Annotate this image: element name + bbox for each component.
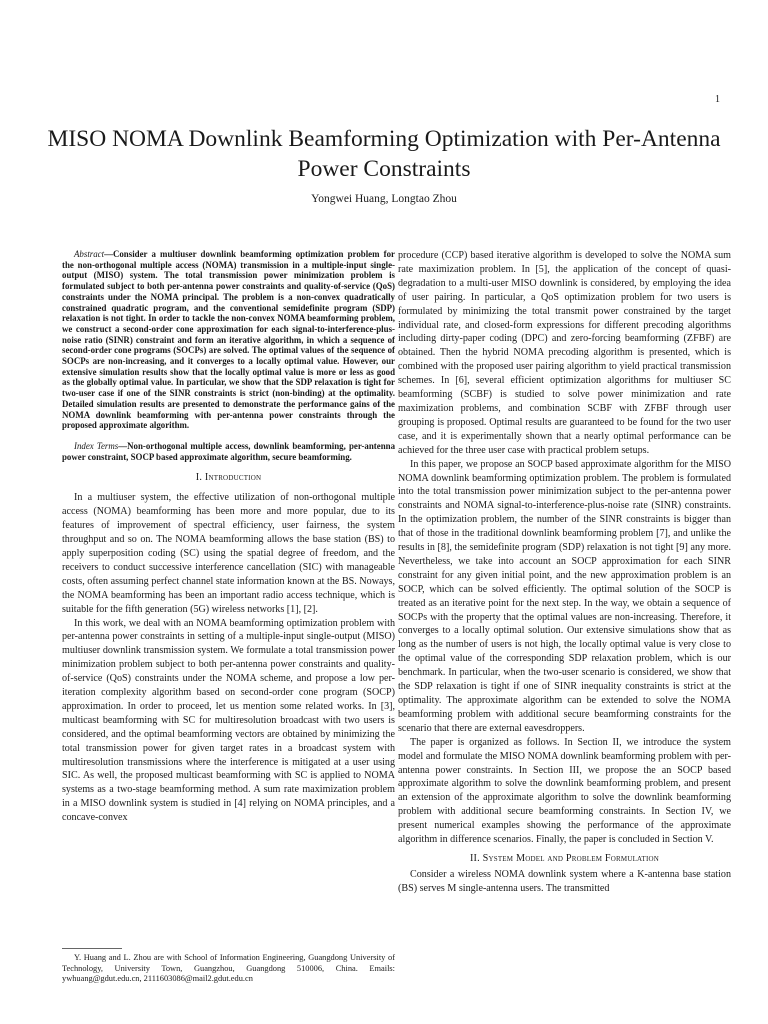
body-paragraph: procedure (CCP) based iterative algorithm is developed to solve the NOMA sum rate maximization problem. In [5], the application of the concept of quasi-degradation to a multi-user MISO downlink is considered, by employing the idea of user pairing. In particular, a QoS optimization problem for two users is formulated by minimizing the total transmit power constrained by the target individual rate, and closed-form expressions for different precoding algorithms including dirty-paper coding (DPC) and zero-forcing beamforming (ZFBF) are obtained. Then the hybrid NOMA precoding algorithm is presented, which is combined with the proposed user pairing algorithm to yield practical transmission schemes. In [6], several efficient optimization algorithms for multiuser SC beamforming (SCBF) is studied to solve power minimization and rate maximization problems, and combination SCBF with ZFBF through user grouping is proposed. Optimal results are guaranteed to be found for the two user case, and it is experimentally shown that a nearly optimal performance can be achieved for the three user case with practical problem setups. bbox=[398, 250, 731, 456]
abstract bbox=[62, 249, 395, 431]
body-paragraph: Consider a wireless NOMA downlink system where a K-antenna base station (BS) serves M single-antenna users. The transmitted bbox=[398, 868, 731, 894]
body-paragraph: The paper is organized as follows. In Section II, we introduce the system model and formulate the MISO NOMA downlink beamforming problem with per-antenna power constraints. In Section III, we propose the an SOCP based approximate algorithm to solve the downlink beamforming problem, and present an extension of the approximate algorithm to solve the downlink beamforming problem with additional secure beamforming constraints. In Section IV, we present numerical examples showing the performance of the approximate algorithm in difference scenarios. Finally, the paper is concluded in Section V. bbox=[398, 736, 731, 846]
abstract-text: —Consider a multiuser downlink beamforming optimization problem for the non-orthogonal multiple access (NOMA) transmission in a multiple-input single-output (MISO) system. The total transmission power minimization problem is formulated subject to both per-antenna power constraints and quality-of-service (QoS) constraints under the NOMA principal. The problem is a non-convex quadratically constrained quadratic program, and the conventional semidefinite program (SDP) relaxation is not tight. In order to tackle the non-convex NOMA beamforming problem, we construct a second-order cone approximation for each signal-to-interference-plus-noise ratio (SINR) constraint and form an iterative algorithm, in which a sequence of second-order cone programs (SOCPs) are solved. The optimal values of the sequence of SOCPs are non-increasing, and it converges to a locally optimal value. However, our extensive simulation results show that the locally optimal value is more or less as good as the globally optimal value. In particular, we show that the SDP relaxation is tight for two-user case if one of the SINR constraints is strict (non-binding) at the optimality. Detailed simulation results are presented to demonstrate the performance gains of the NOMA downlink beamforming with per-antenna power constraints through the proposed approximate algorithm. bbox=[62, 249, 395, 431]
body-paragraph: In this paper, we propose an SOCP based approximate algorithm for the MISO NOMA downlink beamforming optimization problem. The problem is formulated into the total transmission power minimization subject to the per-antenna power constraints and NOMA signal-to-interference-plus-noise rate (SINR) constraints. In the optimization problem, the number of the SINR constraints is bigger than that of those in the traditional downlink beamforming problem [7], and unlike the results in [8], the semidefinite program (SDP) relaxation is not tight [9] any more. Nevertheless, we take into account an SOCP approximation for each SINR constraint for any given initial point, and the new approximation problem is an SOCP, which can be solved efficiently. The optimal solution of the SOCP is treated as an iterative point for the next step. In the way, we obtain a sequence of SOCPs with the property that the optimal values are non-increasing. Therefore, it converges to a locally optimal solution. Our extensive simulations show that as long as the number of users is not high, the locally optimal value is very close to the optimal value of the corresponding SDP relaxation problem, which is our benchmark. In particular, when the two-user scenario is considered, we show that the SDP relaxation is tight if one of SINR inequality constraints is strict at the optimality. The approximate algorithm can be extended to solve the NOMA beamforming problem with additional secure beamforming constraints for the scenario that there are external eavesdroppers. bbox=[398, 458, 731, 734]
paper-authors: Yongwei Huang, Longtao Zhou bbox=[311, 193, 457, 205]
right-column bbox=[398, 249, 731, 896]
section-heading-introduction: I. Introduction bbox=[195, 472, 262, 484]
index-terms-label: Index Terms bbox=[74, 440, 119, 451]
index-terms-text: —Non-orthogonal multiple access, downlink beamforming, per-antenna power constraint, SOCP based approximate algorithm, secure beamforming. bbox=[62, 440, 396, 462]
paper-title: MISO NOMA Downlink Beamforming Optimization with Per-Antenna Power Constraints bbox=[47, 126, 721, 182]
section-heading-system-model: II. System Model and Problem Formulation bbox=[469, 852, 660, 864]
page-number: 1 bbox=[715, 94, 720, 105]
intro-paragraph: In this work, we deal with an NOMA beamforming optimization problem with per-antenna power constraints in setting of a multiple-input single-output (MISO) multiuser downlink transmission system. We formulate a total transmission power minimization problem subject to both per-antenna power constraints and quality-of-service (QoS) constraints under the NOMA scheme, and propose a low per-iteration complexity algorithm based on second-order cone program (SOCP) approximation. In order to proceed, let us mention some related works. In [3], multicast beamforming with SC for multiresolution broadcast with two users is considered, and the optimal beamforming vectors are obtained by minimizing the total transmission power for given target rates in a broadcast system with multiresolution transmissions where the interference is mitigated at a user using SIC. As well, the proposed multicast beamforming with SC is applied to NOMA systems as a two-stage beamforming method. A sum rate maximization problem in a MISO downlink system is studied in [4] relying on NOMA principles, and a concave-convex bbox=[62, 617, 395, 824]
index-terms bbox=[62, 441, 395, 462]
intro-paragraph: In a multiuser system, the effective utilization of non-orthogonal multiple access (NOMA) beamforming has been more and more popular, due to its features of improvement of spectral efficiency, user fairness, the system throughput and so on. The NOMA beamforming allows the base station (BS) to apply superposition coding (SC) using the spatial degree of freedom, and the receivers to conduct successive interference cancellation (SIC) with manageable costs, often assuming perfect channel state information known at the BS. Noways, the NOMA beamforming has been an important radio access technique, which is suitable for the fifth generation (5G) wireless networks [1], [2]. bbox=[62, 492, 395, 615]
footnote-divider bbox=[62, 948, 122, 949]
abstract-label: Abstract bbox=[74, 249, 105, 259]
left-column bbox=[62, 249, 395, 825]
author-footnote: Y. Huang and L. Zhou are with School of Information Engineering, Guangdong University of Technology, University Town, Guangzhou, Guangdong 510006, China. Emails: ywhuang@gdut.edu.cn, 2111603086@mail2.gdut.edu.cn bbox=[62, 953, 395, 984]
